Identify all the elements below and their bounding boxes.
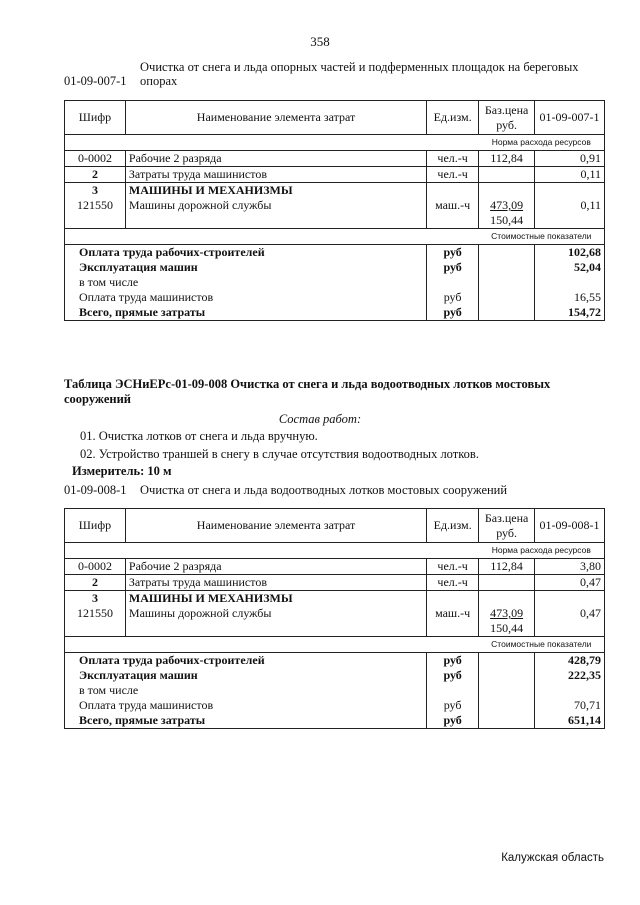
table-row: [65, 151, 605, 167]
summary-name: Эксплуатация машин: [65, 260, 427, 275]
section1-title-line2: опорах: [140, 74, 178, 88]
summary-name: Оплата труда машинистов: [65, 698, 427, 713]
header-col-code: 01-09-008-1: [535, 509, 605, 543]
row-unit: чел.-ч: [427, 559, 479, 575]
work-item-2: 02. Устройство траншей в снегу в случае отсутствия водоотводных лотков.: [80, 447, 479, 461]
table-header-row: [65, 509, 605, 543]
header-unit: Ед.изм.: [427, 509, 479, 543]
row-unit: маш.-ч: [427, 606, 479, 637]
summary-value: 52,04: [535, 260, 605, 275]
summary-row: [65, 668, 605, 683]
summary-unit: руб: [427, 305, 479, 321]
cost-label: Стоимостные показатели: [479, 229, 605, 245]
summary-row: [65, 245, 605, 261]
row-value: 0,91: [535, 151, 605, 167]
summary-name: в том числе: [65, 683, 427, 698]
row-code: 121550: [65, 198, 126, 229]
row-price-bottom: 150,44: [490, 213, 524, 227]
summary-unit: руб: [427, 245, 479, 261]
section2-title-line1: Таблица ЭСНиЕРс-01-09-008 Очистка от снега и льда водоотводных лотков мостовых: [64, 377, 551, 391]
work-item-1: 01. Очистка лотков от снега и льда вручную.: [80, 429, 318, 443]
row-price: [479, 198, 535, 229]
table-row: [65, 183, 605, 199]
row-value: 0,11: [535, 167, 605, 183]
norm-row: [65, 135, 605, 151]
summary-unit: руб: [427, 713, 479, 729]
row-code: 121550: [65, 606, 126, 637]
row-price-bottom: 150,44: [490, 621, 524, 635]
row-unit: маш.-ч: [427, 198, 479, 229]
header-price-line2: руб.: [496, 525, 517, 540]
summary-value: 70,71: [535, 698, 605, 713]
table-row: [65, 198, 605, 229]
summary-unit: руб: [427, 668, 479, 683]
summary-unit: руб: [427, 260, 479, 275]
footer-region: Калужская область: [501, 852, 604, 864]
table-header-row: [65, 101, 605, 135]
row-value: 0,11: [535, 198, 605, 229]
summary-row: [65, 683, 605, 698]
header-price-line1: Баз.цена: [484, 510, 529, 525]
summary-row: [65, 713, 605, 729]
section1-title-line1: Очистка от снега и льда опорных частей и подферменных площадок на береговых: [140, 60, 579, 74]
cost-row: [65, 229, 605, 245]
summary-value: 651,14: [535, 713, 605, 729]
summary-name: Всего, прямые затраты: [65, 305, 427, 321]
header-price-line1: Баз.цена: [484, 102, 529, 117]
meter-line: Измеритель: 10 м: [72, 464, 172, 478]
summary-row: [65, 698, 605, 713]
table-row: [65, 575, 605, 591]
summary-value: 154,72: [535, 305, 605, 321]
row-name: МАШИНЫ И МЕХАНИЗМЫ: [125, 591, 426, 607]
header-shifr: Шифр: [65, 509, 126, 543]
summary-name: Эксплуатация машин: [65, 668, 427, 683]
table-row: [65, 167, 605, 183]
header-price-line2: руб.: [496, 117, 517, 132]
summary-value: 428,79: [535, 653, 605, 669]
row-unit: чел.-ч: [427, 167, 479, 183]
row-code: 2: [65, 575, 126, 591]
table-row: [65, 591, 605, 607]
row-value: 0,47: [535, 606, 605, 637]
row-unit: чел.-ч: [427, 151, 479, 167]
table-row: [65, 606, 605, 637]
row-code: 0-0002: [65, 559, 126, 575]
header-name: Наименование элемента затрат: [125, 509, 426, 543]
cost-row: [65, 637, 605, 653]
summary-value: 16,55: [535, 290, 605, 305]
summary-unit: руб: [427, 698, 479, 713]
summary-name: Оплата труда рабочих-строителей: [65, 245, 427, 261]
summary-name: Оплата труда рабочих-строителей: [65, 653, 427, 669]
row-price: 112,84: [479, 151, 535, 167]
summary-unit: руб: [427, 653, 479, 669]
section2-subtitle: Очистка от снега и льда водоотводных лотков мостовых сооружений: [140, 483, 508, 497]
summary-name: Оплата труда машинистов: [65, 290, 427, 305]
norm-label: Норма расхода ресурсов: [479, 543, 605, 559]
header-col-code: 01-09-007-1: [535, 101, 605, 135]
summary-row: [65, 260, 605, 275]
resource-table-1: [64, 100, 605, 321]
row-name: Рабочие 2 разряда: [125, 151, 426, 167]
header-shifr: Шифр: [65, 101, 126, 135]
header-unit: Ед.изм.: [427, 101, 479, 135]
summary-name: в том числе: [65, 275, 427, 290]
row-name: Машины дорожной службы: [125, 198, 426, 229]
row-code: 0-0002: [65, 151, 126, 167]
summary-row: [65, 305, 605, 321]
summary-row: [65, 290, 605, 305]
resource-table-2: [64, 508, 605, 729]
header-price: [479, 509, 535, 543]
row-code: 3: [65, 591, 126, 607]
row-name: МАШИНЫ И МЕХАНИЗМЫ: [125, 183, 426, 199]
page-number: 358: [310, 34, 330, 49]
row-price: 112,84: [479, 559, 535, 575]
summary-unit: руб: [427, 290, 479, 305]
summary-value: 102,68: [535, 245, 605, 261]
header-price: [479, 101, 535, 135]
row-name: Машины дорожной службы: [125, 606, 426, 637]
section2-title-line2: сооружений: [64, 392, 131, 406]
row-code: 3: [65, 183, 126, 199]
norm-row: [65, 543, 605, 559]
summary-row: [65, 275, 605, 290]
cost-label: Стоимостные показатели: [479, 637, 605, 653]
section2-code: 01-09-008-1: [64, 483, 127, 497]
row-value: 3,80: [535, 559, 605, 575]
row-price: [479, 606, 535, 637]
row-price-top: 473,09: [490, 606, 524, 620]
row-name: Затраты труда машинистов: [125, 167, 426, 183]
row-code: 2: [65, 167, 126, 183]
header-name: Наименование элемента затрат: [125, 101, 426, 135]
table-row: [65, 559, 605, 575]
row-name: Рабочие 2 разряда: [125, 559, 426, 575]
row-name: Затраты труда машинистов: [125, 575, 426, 591]
norm-label: Норма расхода ресурсов: [479, 135, 605, 151]
composition-heading: Состав работ:: [278, 412, 362, 426]
row-value: 0,47: [535, 575, 605, 591]
summary-row: [65, 653, 605, 669]
row-unit: чел.-ч: [427, 575, 479, 591]
row-price-top: 473,09: [490, 198, 524, 212]
section1-code: 01-09-007-1: [64, 74, 127, 88]
summary-name: Всего, прямые затраты: [65, 713, 427, 729]
summary-value: 222,35: [535, 668, 605, 683]
